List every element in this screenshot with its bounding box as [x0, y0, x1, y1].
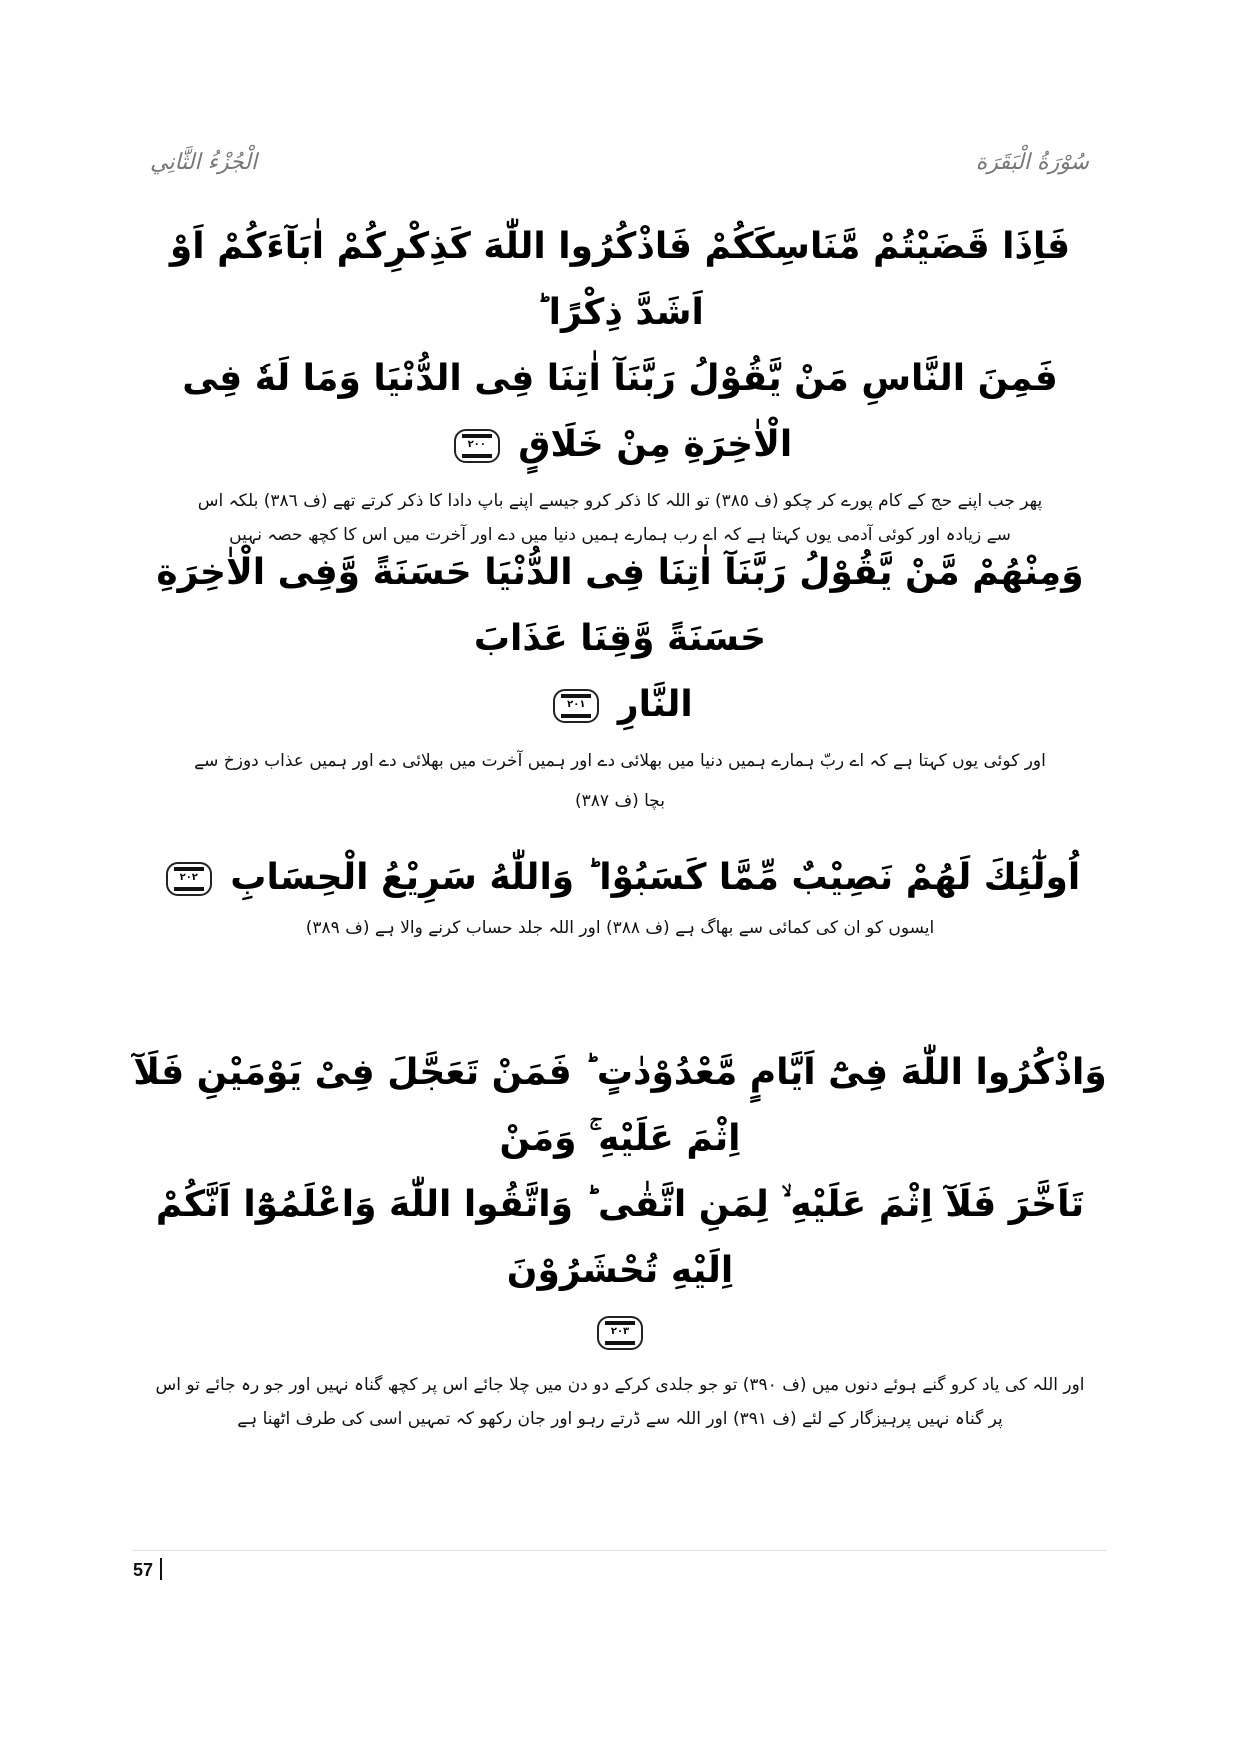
ayah-line [130, 1304, 1110, 1360]
ayah-line: تَاَخَّرَ فَلَآ اِثْمَ عَلَيْهِ ۙ لِمَنِ اتَّقٰى ؕ وَاتَّقُوا اللّٰهَ وَاعْلَمُوْٓا اَنَّكُمْ اِلَيْهِ تُحْشَرُوْنَ [155, 1184, 1085, 1291]
ayah-number: ٢٠١ [567, 699, 586, 710]
translation-line: پھر جب اپنے حج کے کام پورے کر چکو (ف ٣٨٥) تو اللہ کا ذکر کرو جیسے اپنے باپ دادا کا ذکر کرتے تھے (ف ٣٨٦) بلکہ اس [197, 491, 1043, 511]
translation-line: سے زیادہ اور کوئی آدمی یوں کہتا ہے کہ اے رب ہمارے ہمیں دنیا میں دے اور آخرت میں اس کا کچھ حصہ نہیں [229, 525, 1011, 545]
translation-line: ایسوں کو ان کی کمائی سے بھاگ ہے (ف ٣٨٨) اور اللہ جلد حساب کرنے والا ہے (ف ٣٨٩) [305, 918, 935, 938]
ayah-section-202 [130, 845, 1110, 945]
translation-line: بچا (ف ٣٨٧) [575, 791, 665, 811]
ayah-section-200 [130, 214, 1110, 552]
translation-line: اور اللہ کی یاد کرو گنے ہوئے دنوں میں (ف ٣٩٠) تو جو جلدی کرکے دو دن میں چلا جائے اس پر کچھ گناہ نہیں اور جو رہ جائے تو اس [155, 1375, 1085, 1395]
ayah-text: النَّارِ [617, 684, 693, 725]
surah-title-header: سُوْرَةُ الْبَقَرَة [975, 150, 1089, 175]
ayah-text: فَمِنَ النَّاسِ مَنْ يَّقُوْلُ رَبَّنَآ اٰتِنَا فِی الدُّنْيَا وَمَا لَهٗ فِی الْاٰخِرَةِ مِنْ خَلَاقٍ [182, 358, 1058, 465]
ayah-line: وَمِنْهُمْ مَّنْ يَّقُوْلُ رَبَّنَآ اٰتِنَا فِی الدُّنْيَا حَسَنَةً وَّفِی الْاٰخِرَةِ حَسَنَةً وَّقِنَا عَذَابَ [156, 552, 1084, 659]
footer-divider [132, 1550, 1107, 1551]
translation-line: اور کوئی یوں کہتا ہے کہ اے ربّ ہمارے ہمیں دنیا میں بھلائی دے اور ہمیں آخرت میں بھلائی دے اور ہمیں عذاب دوزخ سے [194, 751, 1046, 771]
ayah-section-201 [130, 540, 1110, 818]
page-number: 57 [133, 1560, 154, 1580]
ayah-line: وَاذْكُرُوا اللّٰهَ فِیْٓ اَيَّامٍ مَّعْدُوْدٰتٍ ؕ فَمَنْ تَعَجَّلَ فِیْ يَوْمَيْنِ فَلَآ اِثْمَ عَلَيْهِ ۚ وَمَنْ [133, 1052, 1107, 1159]
ayah-number-marker-icon [597, 1316, 643, 1350]
juz-title-header: الْجُزْءُ الثَّانِي [150, 150, 258, 175]
ayah-line: فَاِذَا قَضَيْتُمْ مَّنَاسِكَكُمْ فَاذْكُرُوا اللّٰهَ كَذِكْرِكُمْ اٰبَآءَكُمْ اَوْ اَشَدَّ ذِكْرًا ؕ [169, 226, 1071, 333]
ayah-number-marker-icon [454, 429, 500, 463]
ayah-text: اُولٰٓئِكَ لَهُمْ نَصِيْبٌ مِّمَّا كَسَبُوْا ؕ وَاللّٰهُ سَرِيْعُ الْحِسَابِ [230, 857, 1081, 898]
ayah-line [130, 845, 1110, 911]
page-number-separator [160, 1558, 162, 1580]
ayah-number: ٢٠٠ [467, 439, 486, 450]
ayah-line [130, 346, 1110, 478]
ayah-line [130, 672, 1110, 738]
ayah-number-marker-icon [166, 862, 212, 896]
ayah-number: ٢٠٢ [179, 872, 198, 883]
ayah-number: ٢٠٣ [610, 1326, 630, 1337]
ayah-section-203 [130, 1040, 1110, 1436]
translation-line: پر گناہ نہیں پرہیزگار کے لئے (ف ٣٩١) اور اللہ سے ڈرتے رہو اور جان رکھو کہ تمہیں اسی کی طرف اٹھنا ہے [237, 1409, 1003, 1429]
ayah-number-marker-icon [553, 689, 599, 723]
